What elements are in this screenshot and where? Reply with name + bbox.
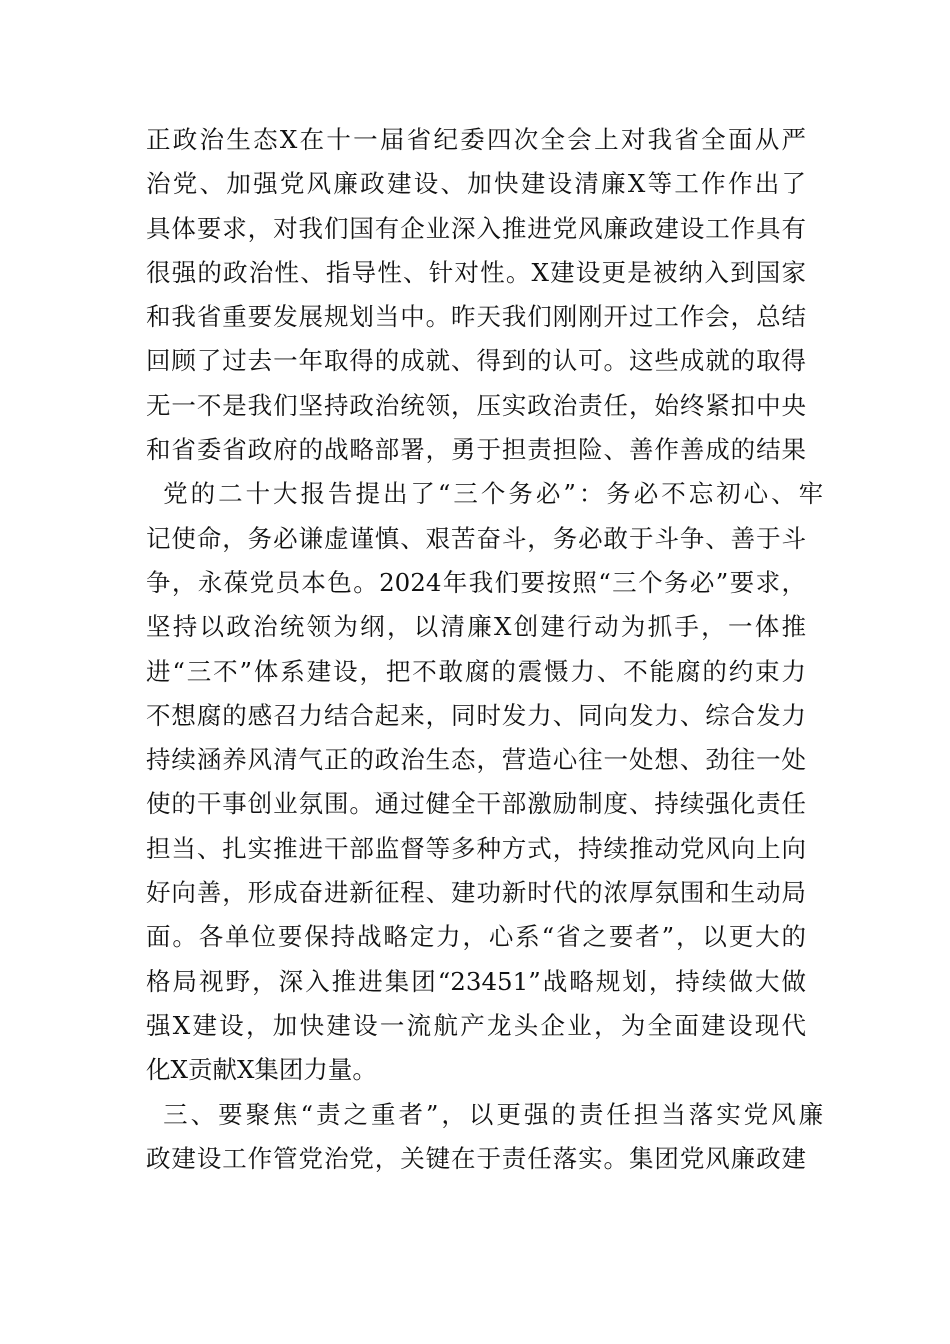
text-line: 化X贡献X集团力量。 bbox=[146, 1055, 377, 1085]
text-line: 回顾了过去一年取得的成就、得到的认可。这些成就的取得 bbox=[146, 346, 806, 376]
body-text bbox=[146, 118, 826, 1181]
text-line: 具体要求，对我们国有企业深入推进党风廉政建设工作具有 bbox=[146, 213, 806, 243]
text-line: 正政治生态X在十一届省纪委四次全会上对我省全面从严 bbox=[146, 125, 806, 154]
text-line: 和省委省政府的战略部署，勇于担责担险、善作善成的结果 bbox=[146, 435, 806, 465]
text-line: 坚持以政治统领为纲，以清廉X创建行动为抓手，一体推 bbox=[146, 612, 806, 642]
text-line: 很强的政治性、指导性、针对性。X建设更是被纳入到国家 bbox=[146, 257, 806, 287]
text-line: 和我省重要发展规划当中。昨天我们刚刚开过工作会，总结 bbox=[146, 302, 806, 332]
text-line: 好向善，形成奋进新征程、建功新时代的浓厚氛围和生动局 bbox=[146, 878, 806, 908]
text-line: 格局视野，深入推进集团“23451”战略规划，持续做大做 bbox=[146, 966, 806, 996]
text-line: 不想腐的感召力结合起来，同时发力、同向发力、综合发力 bbox=[146, 700, 806, 730]
text-line: 争，永葆党员本色。2024年我们要按照“三个务必”要求， bbox=[146, 567, 806, 597]
text-line: 进“三不”体系建设，把不敢腐的震慑力、不能腐的约束力 bbox=[146, 656, 806, 686]
text-line: 使的干事创业氛围。通过健全干部激励制度、持续强化责任 bbox=[146, 789, 806, 819]
text-line: 政建设工作管党治党，关键在于责任落实。集团党风廉政建 bbox=[146, 1143, 806, 1173]
text-line: 三、要聚焦“责之重者”，以更强的责任担当落实党风廉 bbox=[163, 1099, 824, 1129]
text-line: 无一不是我们坚持政治统领，压实政治责任，始终紧扣中央 bbox=[146, 390, 806, 420]
text-line: 面。各单位要保持战略定力，心系“省之要者”，以更大的 bbox=[146, 922, 806, 952]
text-line: 强X建设，加快建设一流航产龙头企业，为全面建设现代 bbox=[146, 1010, 806, 1040]
text-line: 持续涵养风清气正的政治生态，营造心往一处想、劲往一处 bbox=[146, 745, 806, 775]
text-line: 党的二十大报告提出了“三个务必”：务必不忘初心、牢 bbox=[163, 479, 824, 509]
text-line: 担当、扎实推进干部监督等多种方式，持续推动党风向上向 bbox=[146, 833, 806, 863]
text-line: 治党、加强党风廉政建设、加快建设清廉X等工作作出了 bbox=[146, 169, 806, 199]
text-line: 记使命，务必谦虚谨慎、艰苦奋斗，务必敢于斗争、善于斗 bbox=[146, 523, 806, 553]
